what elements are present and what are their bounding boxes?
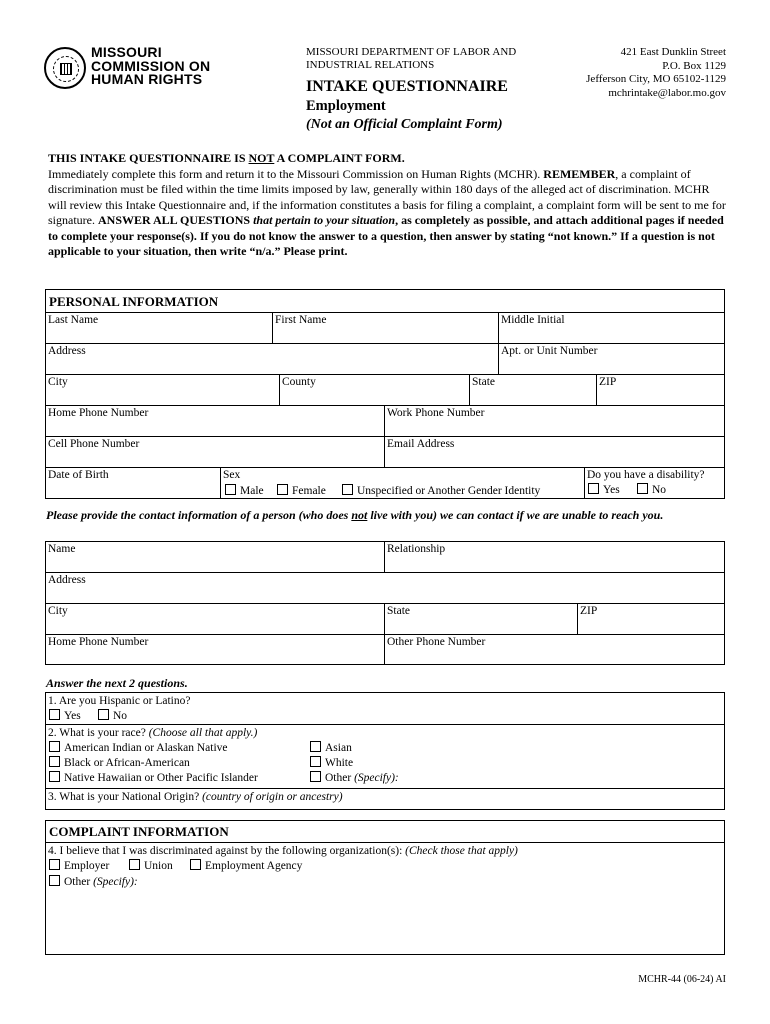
personal-info-heading: PERSONAL INFORMATION — [49, 294, 219, 309]
race-black-label: Black or African-American — [64, 757, 190, 769]
org-union-option[interactable] — [129, 859, 173, 872]
questions-prompt: Answer the next 2 questions. — [46, 676, 188, 690]
contact-city-field[interactable]: City — [48, 605, 68, 617]
intro-p2: , a complaint of discrimination must be filed within the time limits imposed by law, generally within 180 days of the alleged act of discrimination. MCHR will review this Intake Questionnaire and, if the information constitutes a basis for filing a complaint, a complaint form will be sent to me for signature. — [48, 166, 726, 227]
dept-line-1: MISSOURI DEPARTMENT OF LABOR AND — [306, 46, 517, 58]
disability-no-checkbox[interactable] — [637, 483, 648, 494]
race-asian-label: Asian — [325, 742, 352, 754]
race-asian-option[interactable] — [310, 741, 352, 754]
intro-answer-all: ANSWER ALL QUESTIONS — [98, 213, 251, 227]
org-employer-option[interactable] — [49, 859, 109, 872]
employer-checkbox[interactable] — [49, 859, 60, 870]
form-subtitle: Employment — [306, 98, 386, 114]
heading-post: A COMPLAINT FORM. — [274, 151, 405, 165]
hispanic-yes-checkbox[interactable] — [49, 709, 60, 720]
contact-name-field[interactable]: Name — [48, 543, 76, 555]
male-checkbox[interactable] — [225, 484, 236, 495]
race-other-option[interactable] — [310, 771, 399, 784]
org-line-2: COMMISSION ON — [91, 57, 211, 74]
first-name-field[interactable]: First Name — [275, 314, 327, 326]
race-nhpi-option[interactable] — [49, 771, 258, 784]
org-other-option[interactable] — [49, 875, 138, 888]
instructions — [48, 151, 728, 260]
state-field[interactable]: State — [472, 376, 495, 388]
hispanic-yes-label: Yes — [64, 710, 81, 722]
org-name — [91, 46, 210, 87]
contact-home-phone-field[interactable]: Home Phone Number — [48, 636, 149, 648]
complaint-info-heading: COMPLAINT INFORMATION — [49, 824, 229, 839]
unspecified-checkbox[interactable] — [342, 484, 353, 495]
race-other-label: Other — [325, 772, 355, 784]
cell-phone-field[interactable]: Cell Phone Number — [48, 438, 140, 450]
hispanic-no-option[interactable] — [98, 709, 127, 722]
org-other-note: (Specify): — [93, 876, 138, 888]
emergency-contact-prompt — [46, 508, 726, 524]
disability-question: Do you have a disability? — [587, 469, 705, 481]
heading-pre: THIS INTAKE QUESTIONNAIRE IS — [48, 151, 249, 165]
city-field[interactable]: City — [48, 376, 68, 388]
female-label: Female — [292, 485, 326, 497]
q4-note: (Check those that apply) — [405, 845, 518, 857]
contact-prompt-not: not — [351, 508, 368, 522]
disability-yes-label: Yes — [603, 484, 620, 496]
sex-label: Sex — [223, 469, 241, 481]
hispanic-no-label: No — [113, 710, 128, 722]
email-field[interactable]: Email Address — [387, 438, 455, 450]
middle-initial-field[interactable]: Middle Initial — [501, 314, 565, 326]
agency-label: Employment Agency — [205, 860, 303, 872]
county-field[interactable]: County — [282, 376, 316, 388]
q1-label: 1. Are you Hispanic or Latino? — [48, 695, 191, 707]
last-name-field[interactable]: Last Name — [48, 314, 99, 326]
q2-note: (Choose all that apply.) — [148, 727, 258, 739]
race-white-label: White — [325, 757, 354, 769]
home-phone-field[interactable]: Home Phone Number — [48, 407, 149, 419]
address-line-1: 421 East Dunklin Street — [620, 46, 726, 58]
race-aian-label: American Indian or Alaskan Native — [64, 742, 228, 754]
employer-label: Employer — [64, 860, 110, 872]
form-disclaimer: (Not an Official Complaint Form) — [306, 117, 503, 132]
disability-no-option[interactable] — [637, 483, 666, 496]
contact-state-field[interactable]: State — [387, 605, 410, 617]
zip-field[interactable]: ZIP — [599, 376, 617, 388]
race-asian-checkbox[interactable] — [310, 741, 321, 752]
contact-prompt-post: live with you) we can contact if we are unable to reach you. — [367, 508, 664, 522]
address-field[interactable]: Address — [48, 345, 86, 357]
intro-remember: REMEMBER — [543, 166, 616, 181]
agency-checkbox[interactable] — [190, 859, 201, 870]
contact-address-field[interactable]: Address — [48, 574, 86, 586]
race-other-note: (Specify): — [354, 772, 399, 784]
dept-line-2: INDUSTRIAL RELATIONS — [306, 59, 435, 71]
race-aian-checkbox[interactable] — [49, 741, 60, 752]
race-white-checkbox[interactable] — [310, 756, 321, 767]
org-line-3: HUMAN RIGHTS — [91, 71, 203, 87]
contact-other-phone-field[interactable]: Other Phone Number — [387, 636, 486, 648]
race-nhpi-label: Native Hawaiian or Other Pacific Islander — [64, 772, 258, 784]
org-other-checkbox[interactable] — [49, 875, 60, 886]
disability-yes-option[interactable] — [588, 483, 620, 496]
mchr-seal-icon — [44, 47, 86, 89]
q3-text: 3. What is your National Origin? — [48, 791, 203, 803]
form-number: MCHR-44 (06-24) AI — [638, 974, 726, 985]
race-nhpi-checkbox[interactable] — [49, 771, 60, 782]
contact-relationship-field[interactable]: Relationship — [387, 543, 446, 555]
complaint-info-table — [45, 820, 725, 955]
race-aian-option[interactable] — [49, 741, 228, 754]
work-phone-field[interactable]: Work Phone Number — [387, 407, 485, 419]
heading-not: NOT — [248, 151, 275, 165]
org-agency-option[interactable] — [190, 859, 302, 872]
apt-field[interactable]: Apt. or Unit Number — [501, 345, 598, 357]
q3-note: (country of origin or ancestry) — [202, 791, 343, 803]
race-other-checkbox[interactable] — [310, 771, 321, 782]
org-line-1: MISSOURI — [91, 44, 162, 60]
sex-unspecified-option[interactable] — [342, 484, 540, 497]
department-name — [306, 46, 516, 72]
race-black-checkbox[interactable] — [49, 756, 60, 767]
q4-label — [45, 843, 521, 859]
instructions-body — [48, 167, 728, 260]
contact-zip-field[interactable]: ZIP — [580, 605, 598, 617]
race-black-option[interactable] — [49, 756, 190, 769]
address-line-3: Jefferson City, MO 65102-1129 — [586, 73, 726, 85]
unspecified-label: Unspecified or Another Gender Identity — [357, 485, 541, 497]
hispanic-no-checkbox[interactable] — [98, 709, 109, 720]
union-checkbox[interactable] — [129, 859, 140, 870]
q4-text: 4. I believe that I was discriminated against by the following organization(s): — [48, 845, 406, 857]
disability-no-label: No — [652, 484, 667, 496]
address-line-2: P.O. Box 1129 — [662, 59, 726, 72]
instructions-heading — [48, 151, 728, 167]
disability-yes-checkbox[interactable] — [588, 483, 599, 494]
org-other-label: Other — [64, 876, 94, 888]
race-white-option[interactable] — [310, 756, 353, 769]
intro-pertain: that pertain to your situation — [250, 213, 396, 227]
hispanic-yes-option[interactable] — [49, 709, 81, 722]
intro-p3: , as completely as possible, and attach additional pages if needed to complete your response(s). If you do not know the answer to a question, then answer by stating “not known.” If a question is not applicable to your situation, then write “n/a.” Please print. — [48, 213, 724, 258]
intro-p1: Immediately complete this form and return it to the Missouri Commission on Human Rights (MCHR). — [48, 166, 544, 181]
sex-male-option[interactable] — [225, 484, 264, 497]
union-label: Union — [144, 860, 173, 872]
contact-prompt-pre: Please provide the contact information of a person (who does — [46, 508, 352, 522]
q3-national-origin-field[interactable] — [45, 789, 725, 810]
intake-email: mchrintake@labor.mo.gov — [608, 86, 726, 99]
female-checkbox[interactable] — [277, 484, 288, 495]
male-label: Male — [240, 485, 264, 497]
mailing-address — [586, 46, 726, 100]
sex-female-option[interactable] — [277, 484, 326, 497]
dob-field[interactable]: Date of Birth — [48, 469, 109, 481]
form-title: INTAKE QUESTIONNAIRE — [306, 78, 508, 95]
q2-label — [45, 725, 260, 741]
q2-text: 2. What is your race? — [48, 727, 149, 739]
